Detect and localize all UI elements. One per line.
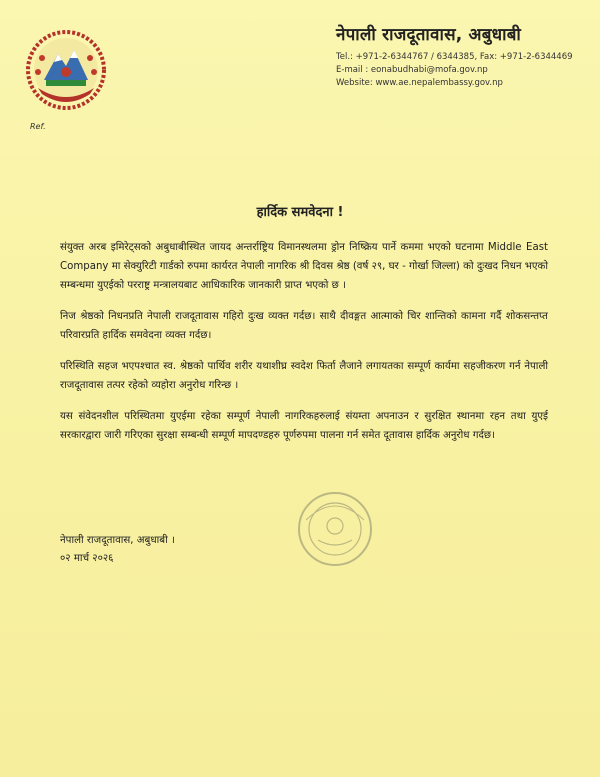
contact-tel: Tel.: +971-2-6344767 / 6344385, Fax: +971-2-6344469: [336, 52, 573, 62]
ref-label: Ref.: [30, 122, 46, 131]
contact-website: Website: www.ae.nepalembassy.gov.np: [336, 78, 503, 88]
letter-title: हार्दिक समवेदना !: [256, 205, 344, 220]
contact-email: E-mail : eonabudhabi@mofa.gov.np: [336, 65, 488, 75]
signature-date: ०२ मार्च २०२६: [60, 553, 114, 564]
letterhead: [336, 22, 573, 90]
paragraph-3: परिस्थिति सहज भएपश्चात स्व. श्रेष्ठको पार्थिव शरीर यथाशीघ्र स्वदेश फिर्ता लैजाने लगायतका सम्पूर्ण कार्यमा सहजीकरण गर्न नेपाली राजदूतावास तत्पर रहेको व्यहोरा अनुरोध गरिन्छ ।: [60, 361, 548, 391]
nepal-emblem-icon: [24, 28, 108, 112]
embassy-name: नेपाली राजदूतावास, अबुधाबी: [336, 25, 522, 45]
paragraph-1: संयुक्त अरब इमिरेट्सको अबुधाबीस्थित जायद अन्तर्राष्ट्रिय विमानस्थलमा ड्रोन निष्क्रिय पार्ने कममा भएको घटनामा Middle East Company मा सेक्युरिटी गार्डको रुपमा कार्यरत नेपाली नागरिक श्री दिवस श्रेष्ठ (वर्ष २९, घर - गोर्खा जिल्ला) को दुःखद निधन भएको सम्बन्धमा युएईको परराष्ट्र मन्त्रालयबाट आधिकारिक जानकारी प्राप्त भएको छ ।: [60, 242, 548, 291]
signature-block: [60, 532, 175, 568]
letter-body: [60, 238, 548, 457]
paragraph-2: निज श्रेष्ठको निधनप्रति नेपाली राजदूतावास गहिरो दुःख व्यक्त गर्दछ। साथै दीवङ्गत आत्माको चिर शान्तिको कामना गर्दै शोकसन्तप्त परिवारप्रति हार्दिक समवेदना व्यक्त गर्दछ।: [60, 311, 548, 341]
official-stamp-icon: [296, 490, 374, 568]
paragraph-4: यस संवेदनशील परिस्थितमा युएईमा रहेका सम्पूर्ण नेपाली नागरिकहरुलाई संयम्ता अपनाउन र सुरक्षित स्थानमा रहन तथा युएई सरकारद्वारा जारी गरिएका सुरक्षा सम्बन्धी सम्पूर्ण मापदण्डहरु पूर्णरुपमा पालना गर्न समेत दूतावास हार्दिक अनुरोध गर्दछ।: [60, 411, 548, 441]
signature-org: नेपाली राजदूतावास, अबुधाबी ।: [60, 535, 175, 546]
